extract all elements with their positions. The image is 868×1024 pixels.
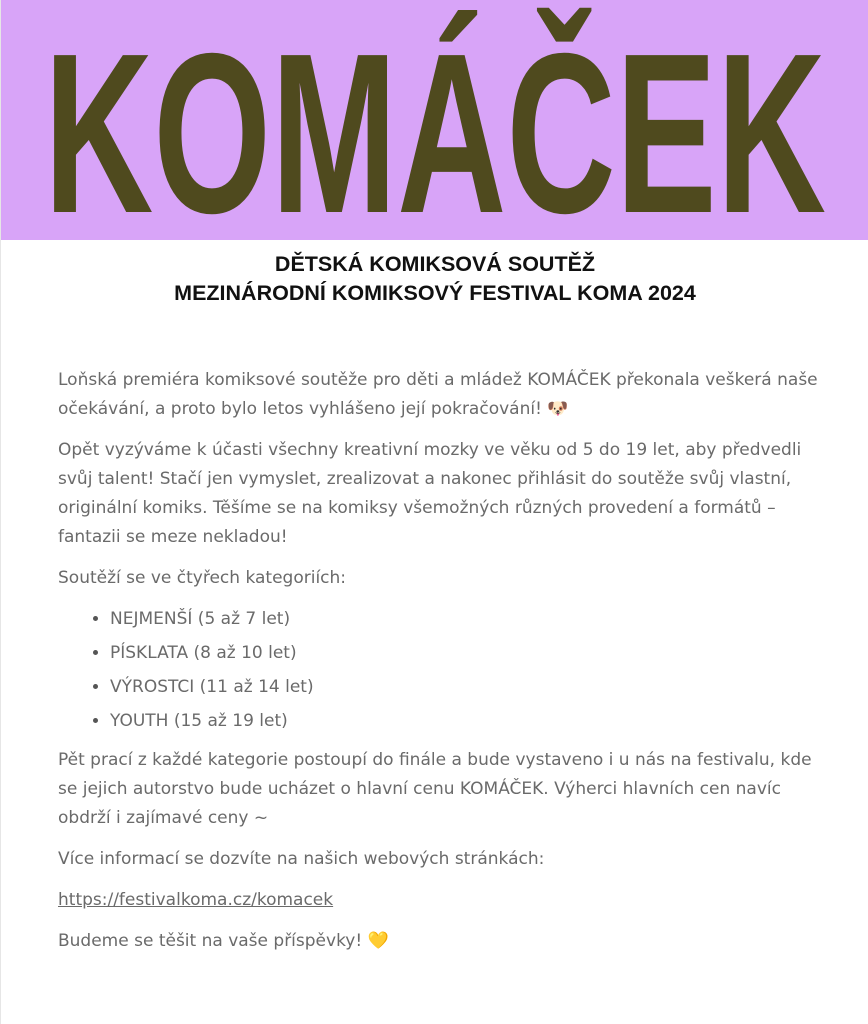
- intro-paragraph: Loňská premiéra komiksové soutěže pro děti a mládež KOMÁČEK překonala veškerá naše očekávání, a proto bylo letos vyhlášeno její pokračování! 🐶: [58, 370, 818, 419]
- newsletter-headline: [1, 250, 868, 308]
- link-paragraph: [58, 886, 818, 915]
- category-item: • YOUTH (15 až 19 let): [110, 707, 818, 736]
- category-item: • NEJMENŠÍ (5 až 7 let): [110, 605, 818, 634]
- headline-title: DĚTSKÁ KOMIKSOVÁ SOUTĚŽ: [274, 252, 596, 276]
- finals-paragraph: Pět prací z každé kategorie postoupí do finále a bude vystaveno i u nás na festivalu, kde se jejich autorstvo bude ucházet o hlavní cenu KOMÁČEK. Výherci hlavních cen navíc obdrží i zajímavé ceny ~: [58, 750, 812, 828]
- categories-intro: Soutěží se ve čtyřech kategoriích:: [58, 568, 347, 588]
- call-paragraph: Opět vyzýváme k účasti všechny kreativní mozky ve věku od 5 do 19 let, aby předvedli svůj talent! Stačí jen vymyslet, zrealizovat a nakonec přihlásit do soutěže svůj vlastní, originální komiks. Těšíme se na komiksy všemožných různých provedení a formátů – fantazii se meze nekladou!: [58, 440, 802, 547]
- more-info-paragraph: Více informací se dozvíte na našich webových stránkách:: [58, 849, 545, 869]
- komacek-logo: [1, 0, 868, 240]
- newsletter-body: [58, 366, 818, 968]
- category-item: • PÍSKLATA (8 až 10 let): [110, 639, 818, 668]
- logo-wordmark: KOMÁČEK: [44, 7, 826, 240]
- categories-list: [58, 605, 818, 736]
- header-banner: [1, 0, 868, 240]
- category-item: • VÝROSTCI (11 až 14 let): [110, 673, 818, 702]
- festival-link[interactable]: https://festivalkoma.cz/komacek: [58, 890, 334, 910]
- closing-paragraph: Budeme se těšit na vaše příspěvky! 💛: [58, 931, 389, 951]
- headline-subtitle: MEZINÁRODNÍ KOMIKSOVÝ FESTIVAL KOMA 2024: [174, 281, 696, 305]
